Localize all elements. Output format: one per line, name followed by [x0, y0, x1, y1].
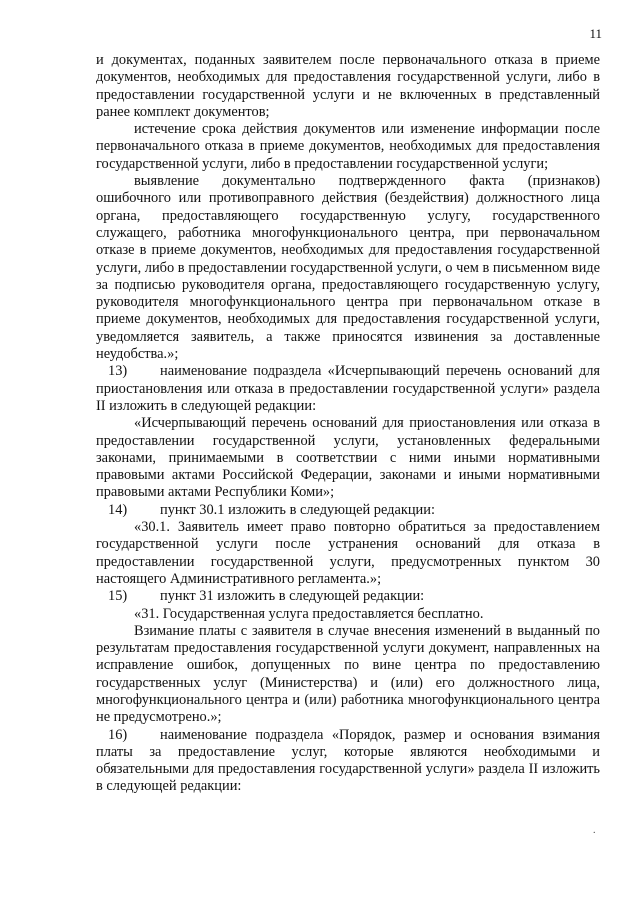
item-number: 16) — [108, 726, 128, 743]
document-body — [96, 52, 600, 796]
item-number: 14) — [108, 501, 128, 518]
paragraph-expiry-grounds: истечение срока действия документов или изменение информации после первоначального отказа в приеме документов, необходимых для предоставления государственной услуги, либо в предоставлении государственной услуги; — [96, 121, 600, 172]
paragraph-exhaustive-list: «Исчерпывающий перечень оснований для приостановления или отказа в предоставлении государственной услуги, установленных федеральными законами, принимаемыми в соответствии с ними иными нормативными правовыми актами Российской Федерации, законами и иными нормативными правовыми актами Республики Коми»; — [96, 415, 600, 501]
paragraph-item-16 — [96, 727, 600, 796]
paragraph-point-31: «31. Государственная услуга предоставляется бесплатно. — [134, 605, 484, 622]
paragraph-item-13 — [96, 363, 600, 415]
item-text: пункт 31 изложить в следующей редакции: — [160, 588, 425, 605]
paragraph-point-30-1: «30.1. Заявитель имеет право повторно обратиться за предоставлением государственной услуги после устранения оснований для отказа в предоставлении государственной услуги, предусмотренных пунктом 30 настоящего Административного регламента.»; — [96, 519, 600, 587]
item-text: наименование подраздела «Исчерпывающий перечень оснований для приостановления или отказа в предоставлении государственной услуги» раздела II изложить в следующей редакции: — [96, 363, 600, 414]
item-number: 15) — [108, 588, 128, 605]
item-text: наименование подраздела «Порядок, размер и основания взимания платы за предоставление услуг, которые являются необходимыми и обязательными для предоставления государственной услуги» раздела II изложить в следующей редакции: — [96, 726, 600, 795]
paragraph-error-detection: выявление документально подтвержденного факта (признаков) ошибочного или противоправного действия (бездействия) должностного лица органа, предоставляющего государственную услугу, государственного служащего, работника многофункционального центра, при первоначальном отказе в приеме документов, необходимых для предоставления государственной услуги, либо в предоставлении государственной услуги, о чем в письменном виде за подписью руководителя органа, предоставляющего государственную услугу, руководителя многофункционального центра при первоначальном отказе в приеме документов, необходимых для предоставления государственной услуги, уведомляется заявитель, а также приносятся извинения за доставленные неудобства.»; — [96, 173, 600, 363]
corner-mark: . — [593, 825, 596, 836]
page-number: 11 — [589, 26, 602, 41]
paragraph-continuation: и документах, поданных заявителем после первоначального отказа в приеме документов, необходимых для предоставления государственной услуги, либо в предоставлении государственной услуги и не включенных в представленный ранее комплект документов; — [96, 52, 600, 120]
paragraph-item-14 — [96, 502, 600, 519]
item-number: 13) — [108, 363, 128, 380]
paragraph-item-15 — [96, 588, 600, 605]
item-text: пункт 30.1 изложить в следующей редакции: — [160, 501, 435, 518]
paragraph-fee-collection: Взимание платы с заявителя в случае внесения изменений в выданный по результатам предоставления государственной услуги документ, направленных на исправление ошибок, допущенных по вине центра по предоставлению государственных услуг (Министерства) и (или) его должностного лица, многофункционального центра и (или) работника многофункционального центра не предусмотрено.»; — [96, 622, 600, 726]
